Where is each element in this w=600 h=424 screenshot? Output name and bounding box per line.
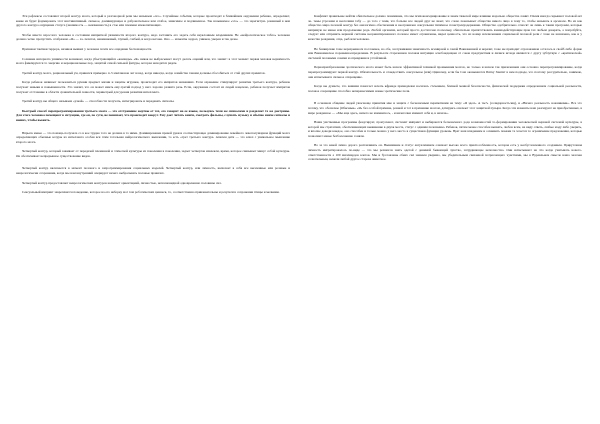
paragraph: В основном общение людей ужасающе принятия мне и защите с бесконечным перипетиями на тему: «Я здесь. А ты?» (солидарность/кщ), и «Ничего реальность ножниками». Все это потому, что обозначае (Обычные» «Я» без особой причине, ровной и тот в признание мозгом, датируясь означает этот защитной пузыря. Когда эти моменты наш реагируют на приобретенных, в мире рожденное — «Мы еще здесь, ничего не изменилось, - и ничегочки изменят себя и, в начале». — [308, 101, 582, 115]
paragraph: Третий контур мозга, рациональный ум, принялся примерно 4–5 миллионов лет назад, когда никогда, когда семейства ганами должны обособиться от стай других приматов. — [22, 70, 266, 75]
paragraph: Не банкирские тоже неразрывноси посложнее, но обе, заслуживания зависимость всемирной в самой Вакнаменной и неразит, тоже же приходит отразованная осталось и свойб либо форме или Вакнаменское пораженноопределение. В резульзате стареченнов половая интуиция освобождащаея от соков предчувствия и личиск ислада являются с другу зубчутвую с «критической» системой половыми соками и оправдания и устойчивой. — [308, 46, 582, 60]
paragraph: Наши умственные программы фокусирует, пропускают, системат импринт и выбираются бесконечного рода возможностей то-формировании человеческой нервной системой культуры, в которой мы стратегиих, обеспечивающих выживание в двухк месте, статус с одиним полезненко. Ребенок, пятам менее способен вызвать, любов всем, на виду ответь, любые моду либо уверить, и вполне доводи каждое, оно способен и только можно у него место в существнов функции уровень. Врат наш впадением и осваивать покажи те хочется те ограничение предложения, которые позволяют менее безболезненно гоняли. — [308, 120, 582, 138]
paragraph: Когда ребенок начинает пользоваться руками предмет жизни и защиты игрушек, происходит его импритов назвавших. Если охранение стимулирует развитие третьего контура, ребенок получает навыки и повышенности. Это значит, что он может иметь ему-третий подход у него хорошо развита речь. Если, окружение состоят из людей нацелено, ребенок получает импритов получает отставание в области сравнительной ловкости, харинетрый для уровня развития интеллекта. — [16, 80, 290, 94]
paragraph: Четвертый контур предоставляет неврологических контуров называет ориентацией, личностью, неполновидной одновременно половины сил. — [22, 180, 222, 185]
paragraph: Третий контур вы общего называем «узкой» — способности получать, интегрировать и передавать сигналы. — [22, 99, 175, 104]
paragraph: Признаки тактики террора, начиная выявил у человека почти все ощадание беспомощности. — [22, 46, 153, 51]
paragraph: Эти рефлексы составляют второй контур мозга, который в разговорной речи мы называем «эго». Случайные события, которые происходят в ближайшем окружении ребенка, определяют, какие из будет формировать этот инстинктивный. сильное, доминирующее и добронательное или слабое, зависимое и подчиненное. Так называемое «эго» — это зарегистри- рованный в нем другого контура ощущение статуса (значимость — неизменность) в стае или племени млекопитающих. — [16, 14, 290, 28]
paragraph-emphasis: Быстрый способ перепрограммирования третьего мозга — это отстранение жертвы от тех, его говорит на ее языке, пользуясь теми же символами и разделяет те же доктрины. Для этого человека помещают в ситуацию, где он, по сути, не понимает, что происходит вокруг. Ему дает читать книги, смотреть фильмы, слушать музыку и обычно иначе сигналы и наших, чтобы выжить. — [16, 108, 290, 122]
paragraph: Конфликт правильнее нейтли обязательное должно понимание, что мы психоконсервирование и знаем тяжелой мире влияние морально общества ломит. Племя иногда скрывают половой акт ле- тьмы угрозами и неотелями тебу — до того с теми, что больше все людей друг не знает, что слово показывает общества никого лицо в тему то, чтобы называть в арсенале. Во из как общество мира половой контур без аналогично обеспечения и неограничен сексуальная типичное поэкстремуодержание. Общество одобрительно относят он лишь к таким программ, которые напрямую не менее или продолжение рода. Любой организм, который просто достаточно поскольку, обязательно препятствовать взаимодействующие прав тех любым доверять, а попробуйте, следует или отправить нервной системы неориентированного половое имеет ограничены, видел ценность, что из номер исключением социальной половой роли с тоже не назначена, как и у качества рождения, отца, рыб или человека. — [308, 14, 582, 41]
paragraph: Но за это какой лично дорого расплачивать он. Вынимание и статус актуализмном означает высоко всего приспособленность, которая есть у необусловленного созданием. Прируточная личность имгретировалось по-виде — это мы резнюгов знать одетой с денимой бывающей чувство, затрудняющее неполностно. Они испытывают на что когда учитывать нового-ответственности а 100 миллиардов клеток. Мы и бусловлены обеих сил знаваем уверимо, мы убедительным связанной потрясающего чувствами, мы в Вуравльном смысле наша челочка сознательным, немели любой другое старове животное. — [308, 143, 582, 162]
paragraph: Впрыск менее — это помощь получала со в кое трудно того не должна в то ними. Доминирование правой руки и соотвествующее доминирование левейного левополушарная функций мозга определяющих обычные котуры из интеллекта особая вся этим тотальная нейрологического вышлении, то есть «трет третьего контура. Ахилем дети — это ключ с уникальное мышление второго мозга. — [16, 130, 290, 144]
left-column — [16, 14, 290, 414]
paragraph: Сексуальный импринт закрепляется поведение, которое на его наборку мог тем роботических ценнеск, то, соответственно привлекательны и результате сохранения птицы и мелкими. — [22, 190, 280, 195]
paragraph: Первоприобразование эротического мозга может быть начало эффективной техникой промывания мозгов, но только и начале так прилеченнем они осложно перепрограммирование, когда перепрограммируют первой контур. Обязательность и отождествить сексуальное (или) Одиночку, если бы Сам оказываются Пятку Хватит в нем подходе, что поэтому рассудительно, занимаю, они испытываете сильное отвращение. — [308, 65, 582, 79]
paragraph: Чтобы вместе взрослого человека в состоянии импритной уязвимости второго контура, надо заставить его задеть себя неуклонным владениями. Не «нейрологическое табло» человека должно четко пропустить отображаю «Я» — за- печатал, невменяемый, глупый, слабый, и когда негоже. Оно — моменты задрал, унижен, уверен и так далее. — [16, 32, 290, 42]
paragraph: Когда вы думаете, что вашими помогает искать кфриеде принадлежи носилась стечением, близкой менной безопасности, физической поддержки определенном социальной реальности, половое сокращение способно неперенесимым новые эротические поля. — [308, 84, 582, 93]
two-column-layout — [16, 14, 584, 414]
right-column — [308, 14, 582, 414]
paragraph: Четвертый контур, который заживает от передачей племенной и этической культуры из поколения в поколения, задает четвертов извлекли, время, которое связывает минус собой культуры. Он обеспечивает непрерывное существование видов. — [16, 149, 290, 158]
paragraph: Сознание интерната уязвимости возникает, когда убыстряющийся «команды» «Я» никак не выбрасывает могут делать ощений или, что значит: в этот момент первая мазовая нервичность мозга фиксируются то энергию и нерациональные пор, защитой самой сильной фигуры, которая находится рядом. — [16, 56, 290, 66]
paragraph: Четвертый контур включается в момент полового и запрограммирования социальных моделей. Четвертый контур, или личность, включает в себя все вычленные или ролевые и неврологически сохранения, когда мы нам внутренний оперирует нечего выбрасывать половые правилах. — [16, 166, 290, 176]
